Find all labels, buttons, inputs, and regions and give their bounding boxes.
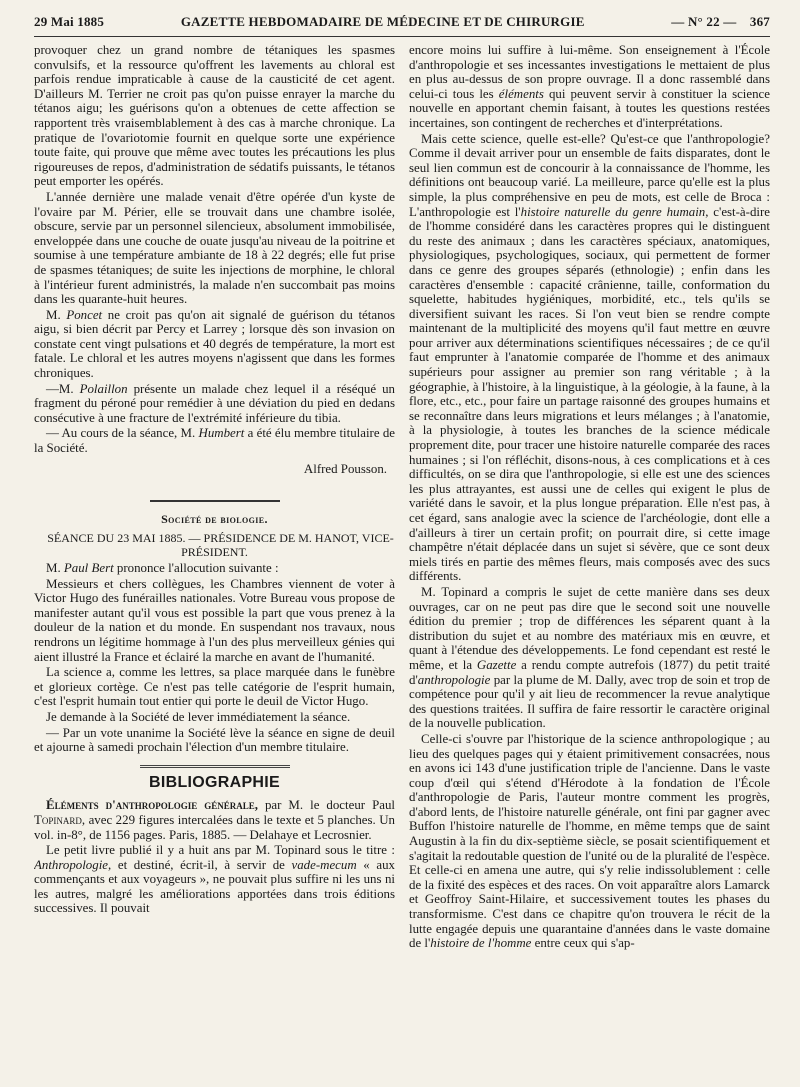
right-column xyxy=(409,43,770,951)
paragraph: Mais cette science, quelle est-elle? Qu'est-ce que l'anthropologie? Comme il devait arriver pour un ensemble de faits disparates, dont le seul lien commun est de concourir à la connaissance de l'homme, les définitions ont beaucoup varié. La meilleure, parce qu'elle est la plus simple, la plus compréhensive en peu de mots, est celle de Broca : L'anthropologie est l'histoire naturelle du genre humain, c'est-à-dire de l'homme considéré dans les caractères propres qui le distinguent du reste des animaux ; dans les caractères spéciaux, anatomiques, physiologiques, psychologiques, sociaux, qui permettent de former dans ce genre des groupes séparés (ethnologie) ; enfin dans les caractères d'ensemble : capacité crânienne, taille, conformation du squelette, habitudes hygiéniques, morbidité, etc., tels qu'ils se diversifient suivant les races. Si l'on veut bien se rendre compte maintenant de la multiplicité des moyens qu'il faut mettre en œuvre pour arriver aux déterminations scientifiques nécessaires ; de ce qu'il faut emprunter à l'anatomie comparée de l'homme et des animaux supérieurs pour assigner au premier son rang véritable ; à la géographie, à l'histoire, à la linguistique, à la géologie, à la faune, à la flore, etc., etc., pour faire un partage raisonné des groupes humains et se reconnaître dans leurs migrations et leurs mélanges ; à l'anatomie, à la physiologie, à toutes les branches de la science médicale proprement dite, pour tracer une histoire naturelle comparée des races humaines ; si l'on réfléchit, disons-nous, à ces complications et à ces difficultés, on se dira que l'anthropologie, si elle est une des sciences les plus attrayantes, est aussi une de celles qui exigent le plus de variété dans le savoir, et la plus longue préparation. Elle n'est pas, à cet égard, sans analogie avec la science de l'archéologie, dont elle a d'ailleurs à tirer un certain profit; on pourrait dire, si cette image champêtre n'était déplacée dans un sujet si sévère, que ce sont deux miels tirés en partie des mêmes fleurs, mais composés avec des sucs différents. xyxy=(409,131,770,584)
two-column-body xyxy=(34,43,770,951)
paragraph: La science a, comme les lettres, sa place marquée dans le funèbre et glorieux cortège. Ce n'est pas telle catégorie de l'esprit humain, c'est l'esprit humain tout entier qui porte le deuil de Victor Hugo. xyxy=(34,665,395,709)
person-name: Poncet xyxy=(66,307,103,322)
person-name: Humbert xyxy=(198,426,245,441)
paragraph: M. Topinard a compris le sujet de cette manière dans ses deux ouvrages, car on ne peut pas dire que le second soit une nouvelle édition du premier ; trop de différences les séparent quant à la distribution du sujet et au nombre des matériaux mis en œuvre, et quant à l'étendue des développements. Le fond cependant est resté le même, et la Gazette a rendu compte autrefois (1877) du petit traité d'anthropologie par la plume de M. Dally, avec trop de soin et trop de compétence pour qu'il y ait lieu de recommencer la revue analytique des questions traitées. Il suffira de faire ressortir le caractère original de la nouvelle publication. xyxy=(409,584,770,731)
book-author: Topinard xyxy=(34,812,82,827)
header-page-number: 367 xyxy=(749,14,770,29)
person-name: Paul Bert xyxy=(63,561,114,575)
header-right xyxy=(661,14,770,30)
section-title: Société de biologie. xyxy=(161,512,268,527)
paragraph: — Au cours de la séance, M. Humbert a été élu membre titulaire de la Société. xyxy=(34,426,395,456)
section-divider xyxy=(150,500,280,502)
paragraph: L'année dernière une malade venait d'être opérée d'un kyste de l'ovaire par M. Périer, elle se trouvait dans une chambre isolée, obscure, servie par un personnel silencieux, absolument immobilisée, enveloppée dans une couche de ouate jusqu'au niveau de la poitrine et soumise à une température ambiante de 18 à 22 degrés; elle fut prise de spasmes tétaniques; de suite les injections de morphine, le chloral à l'intérieur furent administrés, la malade n'en succombait pas moins dans les quarante-huit heures. xyxy=(34,189,395,307)
author-signature: Alfred Pousson. xyxy=(303,461,387,476)
header-title: GAZETTE HEBDOMADAIRE DE MÉDECINE ET DE CHIRURGIE xyxy=(180,14,585,29)
header-issue: — N° 22 — xyxy=(671,14,737,29)
book-title: Éléments d'anthropologie générale, xyxy=(46,798,258,813)
paragraph: —M. Polaillon présente un malade chez lequel il a réséqué un fragment du péroné pour remédier à une déviation du pied en dedans consécutive à une fracture de l'extrémité inférieure du tibia. xyxy=(34,381,395,425)
paragraph: M. Poncet ne croit pas qu'on ait signalé de guérison du tétanos aigu, si bien décrit par Percy et Larrey ; lorsque dès son invasion on constate cent vingt pulsations et 40 degrés de température, la mort est fatale. Le chloral et les autres moyens n'agissent que dans les formes chroniques. xyxy=(34,307,395,381)
left-column xyxy=(34,43,395,951)
paragraph: — Par un vote unanime la Société lève la séance en signe de deuil et ajourne à samedi prochain l'élection d'un membre titulaire. xyxy=(34,725,395,755)
paragraph: M. Paul Bert prononce l'allocution suivante : xyxy=(46,561,279,575)
paragraph: provoquer chez un grand nombre de tétaniques les spasmes convulsifs, et la ressource qu'offrent les lavements au chloral est parfois rendue impraticable à cause de la causticité de cet agent. D'ailleurs M. Terrier ne croit pas qu'on puisse enrayer la marche du tétanos aigu; les guérisons qu'on a obtenues de cette affection se rapportent très vraisemblablement à des cas à marche chronique. La pratique de l'ovariotomie fournit en quelque sorte une expérience toute faite, qui prouve que même avec toutes les précautions les plus rigoureuses de repos, d'administration de sédatifs puissants, le tétanos peut emporter les opérés. xyxy=(34,43,395,189)
paragraph: Messieurs et chers collègues, les Chambres viennent de voter à Victor Hugo des funérailles nationales. Votre Bureau vous propose de manifester autant qu'il vous est possible la part que vous prenez à la douleur de la nation et du monde. En suspendant nos travaux, nous rendrons un légitime hommage à l'un des plus merveilleux génies qui aient illustré la France et éclairé la marche en avant de l'humanité. xyxy=(34,576,395,664)
paragraph: Le petit livre publié il y a huit ans par M. Topinard sous le titre : Anthropologie, et destiné, écrit-il, à servir de vade-mecum « aux commençants et aux voyageurs », ne pouvait plus suffire ni les uns ni les autres, malgré les améliorations apportées dans trois éditions successives. Il pouvait xyxy=(34,843,395,916)
section-divider xyxy=(140,765,290,768)
header-date: 29 Mai 1885 xyxy=(34,14,105,29)
paragraph: Je demande à la Société de lever immédiatement la séance. xyxy=(46,709,351,724)
paragraph: encore moins lui suffire à lui-même. Son enseignement à l'École d'anthropologie et ses incessantes investigations le mettaient de plus en plus au-dessus de son propre ouvrage. Il a donc rassemblé dans celui-ci tous les éléments qui peuvent servir à constituer la science nouvelle en apportant chemin faisant, à toutes les questions restées incertaines, son contingent de recherches et d'interprétations. xyxy=(409,43,770,130)
person-name: Polaillon xyxy=(79,381,128,396)
bibliography-entry: Éléments d'anthropologie générale, par M. le docteur Paul Topinard, avec 229 figures intercalées dans le texte et 5 planches. Un vol. in-8°, de 1156 pages. Paris, 1885. — Delahaye et Lecrosnier. xyxy=(34,798,395,842)
session-heading: SÉANCE DU 23 MAI 1885. — PRÉSIDENCE DE M. HANOT, VICE-PRÉSIDENT. xyxy=(47,530,394,560)
running-header xyxy=(34,14,770,37)
bibliography-heading: BIBLIOGRAPHIE xyxy=(148,773,281,791)
paragraph: Celle-ci s'ouvre par l'historique de la science anthropologique ; au lieu des quelques pages qui y étaient primitivement consacrées, nous en avons ici 143 d'une justification triple de l'ancienne. Dans le vaste coup d'œil qui s'étend d'Hérodote à la fondation de l'École d'anthropologie de Paris, l'auteur montre comment les progrès, d'abord lents, de l'histoire naturelle générale, ont fini par gagner avec Buffon l'histoire naturelle de l'homme, en même temps que de saint Augustin à la fin du dix-septième siècle, se posait scientifiquement et s'agitait la redoutable question de l'unité ou de la pluralité de l'espèce. Et celle-ci en amena une autre, qui s'y relie indissolublement : celle de la fixité des espèces et des races. On voit apparaître alors Lamarck et Geoffroy Saint-Hilaire, et successivement toutes les phases du transformisme. C'est dans ce chapitre qu'on trouvera le récit de la lutte engagée depuis une quarantaine d'années dans le vaste domaine de l'histoire de l'homme entre ceux qui s'ap- xyxy=(409,731,770,951)
